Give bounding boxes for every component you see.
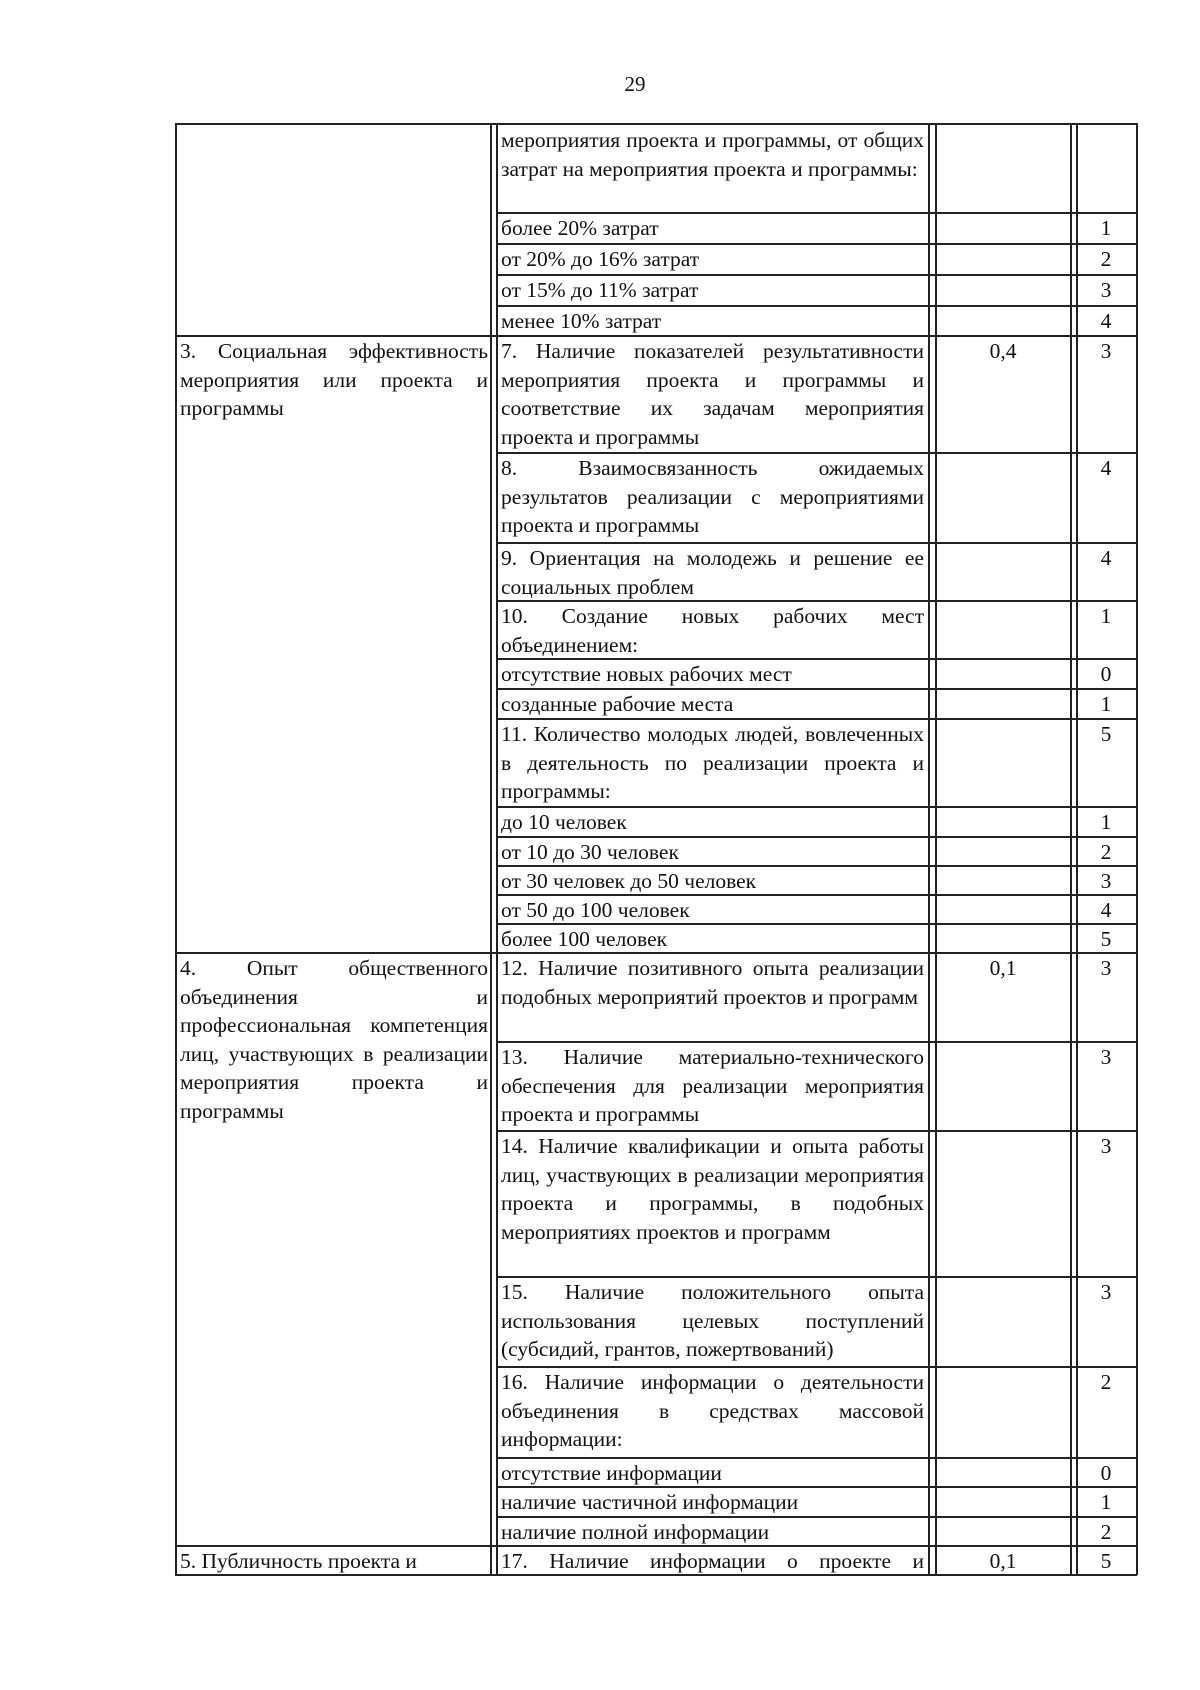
table-cell-score: 3 bbox=[1100, 1045, 1112, 1069]
table-cell-indicator: от 30 человек до 50 человек bbox=[501, 869, 757, 893]
table-cell-indicator: 9. Ориентация на молодежь и решение ее социальных проблем bbox=[501, 546, 924, 599]
table-cell-score: 3 bbox=[1100, 1134, 1112, 1158]
table-cell-indicator: 15. Наличие положительного опыта использования целевых поступлений (субсидий, грантов, пожертвований) bbox=[501, 1280, 924, 1361]
table-cell-indicator: наличие частичной информации bbox=[501, 1490, 799, 1514]
table-cell-weight: 0,4 bbox=[989, 339, 1017, 363]
table-cell-score: 3 bbox=[1100, 1280, 1112, 1304]
table-cell-indicator: 12. Наличие позитивного опыта реализации подобных мероприятий проектов и программ bbox=[501, 956, 924, 1009]
table-cell-score: 1 bbox=[1100, 810, 1112, 834]
table-cell-score: 5 bbox=[1100, 722, 1112, 746]
table-cell-score: 2 bbox=[1100, 247, 1112, 271]
table-cell-score: 3 bbox=[1100, 869, 1112, 893]
table-cell-indicator: более 100 человек bbox=[501, 927, 668, 951]
table-cell-score: 4 bbox=[1100, 898, 1112, 922]
table-cell-indicator: мероприятия проекта и программы, от общих затрат на мероприятия проекта и программы: bbox=[501, 128, 924, 181]
table-cell-indicator: более 20% затрат bbox=[501, 216, 659, 240]
table-cell-indicator: 11. Количество молодых людей, вовлеченных в деятельность по реализации проекта и программы: bbox=[501, 722, 924, 803]
table-cell-indicator: от 50 до 100 человек bbox=[501, 898, 690, 922]
table-cell-score: 1 bbox=[1100, 692, 1112, 716]
table-cell-indicator: отсутствие информации bbox=[501, 1461, 722, 1485]
table-cell-weight: 0,1 bbox=[989, 1549, 1017, 1573]
table-cell-score: 5 bbox=[1100, 1549, 1112, 1573]
table-cell-score: 2 bbox=[1100, 1520, 1112, 1544]
table-cell-indicator: от 15% до 11% затрат bbox=[501, 278, 699, 302]
table-cell-score: 2 bbox=[1100, 1370, 1112, 1394]
table-cell-score: 0 bbox=[1100, 1461, 1112, 1485]
table-cell-indicator: от 10 до 30 человек bbox=[501, 840, 679, 864]
table-cell-score: 2 bbox=[1100, 840, 1112, 864]
table-cell-score: 1 bbox=[1100, 1490, 1112, 1514]
table-cell-weight: 0,1 bbox=[989, 956, 1017, 980]
table-cell-indicator: 10. Создание новых рабочих мест объединением: bbox=[501, 604, 924, 657]
table-cell-criterion: 4. Опыт общественного объединения и профессиональная компетенция лиц, участвующих в реализации мероприятия проекта и программы bbox=[180, 956, 488, 1123]
table-cell-indicator: до 10 человек bbox=[501, 810, 627, 834]
table-cell-score: 3 bbox=[1100, 956, 1112, 980]
table-cell-criterion: 5. Публичность проекта и bbox=[180, 1549, 417, 1573]
table-cell-criterion: 3. Социальная эффективность мероприятия или проекта и программы bbox=[180, 339, 488, 420]
table-cell-indicator: менее 10% затрат bbox=[501, 309, 662, 333]
table-cell-score: 3 bbox=[1100, 339, 1112, 363]
table-cell-indicator: от 20% до 16% затрат bbox=[501, 247, 700, 271]
table-cell-score: 5 bbox=[1100, 927, 1112, 951]
table-cell-score: 4 bbox=[1100, 546, 1112, 570]
table-cell-indicator: 13. Наличие материально-технического обеспечения для реализации мероприятия проекта и программы bbox=[501, 1045, 924, 1126]
page-number: 29 bbox=[624, 72, 646, 96]
table-cell-score: 1 bbox=[1100, 604, 1112, 628]
table-cell-indicator: 14. Наличие квалификации и опыта работы лиц, участвующих в реализации мероприятия проекта и программы, в подобных мероприятиях проектов и программ bbox=[501, 1134, 924, 1244]
table-cell-score: 1 bbox=[1100, 216, 1112, 240]
table-cell-indicator: наличие полной информации bbox=[501, 1520, 770, 1544]
table-cell-indicator: 7. Наличие показателей результативности мероприятия проекта и программы и соответствие их задачам мероприятия проекта и программы bbox=[501, 339, 924, 449]
table-cell-indicator: 8. Взаимосвязанность ожидаемых результатов реализации с мероприятиями проекта и программы bbox=[501, 456, 924, 537]
table-cell-score: 3 bbox=[1100, 278, 1112, 302]
table-cell-indicator: 17. Наличие информации о проекте и bbox=[501, 1549, 924, 1573]
table-cell-score: 0 bbox=[1100, 662, 1112, 686]
table-cell-indicator: отсутствие новых рабочих мест bbox=[501, 662, 792, 686]
table-cell-score: 4 bbox=[1100, 309, 1112, 333]
table-cell-indicator: 16. Наличие информации о деятельности объединения в средствах массовой информации: bbox=[501, 1370, 924, 1451]
table-cell-score: 4 bbox=[1100, 456, 1112, 480]
table-cell-indicator: созданные рабочие места bbox=[501, 692, 734, 716]
